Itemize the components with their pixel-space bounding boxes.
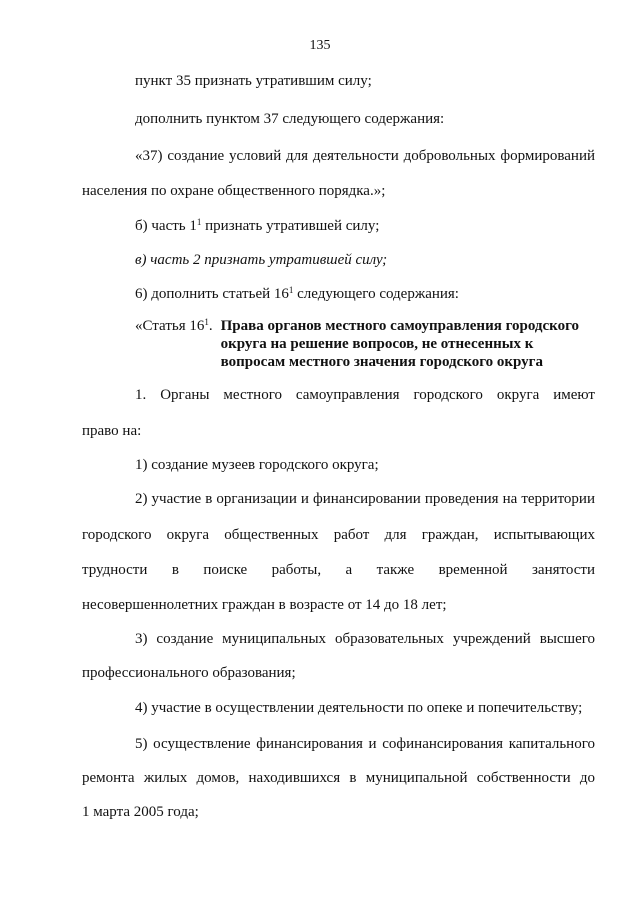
text-fragment: «Статья 16 <box>135 318 205 334</box>
page-number: 135 <box>309 38 331 53</box>
text-line: 2) участие в организации и финансировании проведения на территории <box>135 491 595 507</box>
superscript: 1 <box>196 217 202 227</box>
text-fragment: б) часть 1 <box>135 218 197 234</box>
text-fragment: . <box>208 318 213 334</box>
text-line: 5) осуществление финансирования и софинансирования капитального <box>135 736 595 752</box>
text-line: 1. Органы местного самоуправления городского округа имеют <box>135 387 595 403</box>
text-line: право на: <box>82 423 142 439</box>
text-line <box>135 285 459 303</box>
text-fragment: следующего содержания: <box>293 286 459 302</box>
article-title-line: вопросам местного значения городского округа <box>220 354 543 370</box>
text-line: профессионального образования; <box>82 665 296 681</box>
text-line: несовершеннолетних граждан в возрасте от 14 до 18 лет; <box>82 597 447 613</box>
article-title-line: округа на решение вопросов, не отнесенных к <box>220 336 534 352</box>
text-line: трудности в поиске работы, а также временной занятости <box>82 562 595 578</box>
text-line: пункт 35 признать утратившим силу; <box>135 73 372 89</box>
text-line: ремонта жилых домов, находившихся в муниципальной собственности до <box>82 770 595 786</box>
text-line: населения по охране общественного порядка.»; <box>82 183 386 199</box>
text-fragment: признать утратившей силу; <box>201 218 380 234</box>
text-line <box>135 217 379 235</box>
text-line: «37) создание условий для деятельности добровольных формирований <box>135 148 595 164</box>
article-title-line: Права органов местного самоуправления городского <box>220 318 580 334</box>
text-line: 1 марта 2005 года; <box>82 804 199 820</box>
article-heading <box>135 317 579 371</box>
text-line: 1) создание музеев городского округа; <box>135 457 379 473</box>
text-line: в) часть 2 признать утратившей силу; <box>135 252 388 268</box>
superscript: 1 <box>204 317 209 327</box>
article-number <box>135 317 213 335</box>
article-title <box>221 317 579 371</box>
text-line: дополнить пунктом 37 следующего содержания: <box>135 111 445 127</box>
text-fragment: 6) дополнить статьей 16 <box>135 286 289 302</box>
text-line: городского округа общественных работ для граждан, испытывающих <box>82 527 595 543</box>
text-line: 4) участие в осуществлении деятельности по опеке и попечительству; <box>135 700 583 716</box>
text-line: 3) создание муниципальных образовательных учреждений высшего <box>135 631 595 647</box>
superscript: 1 <box>288 285 294 295</box>
